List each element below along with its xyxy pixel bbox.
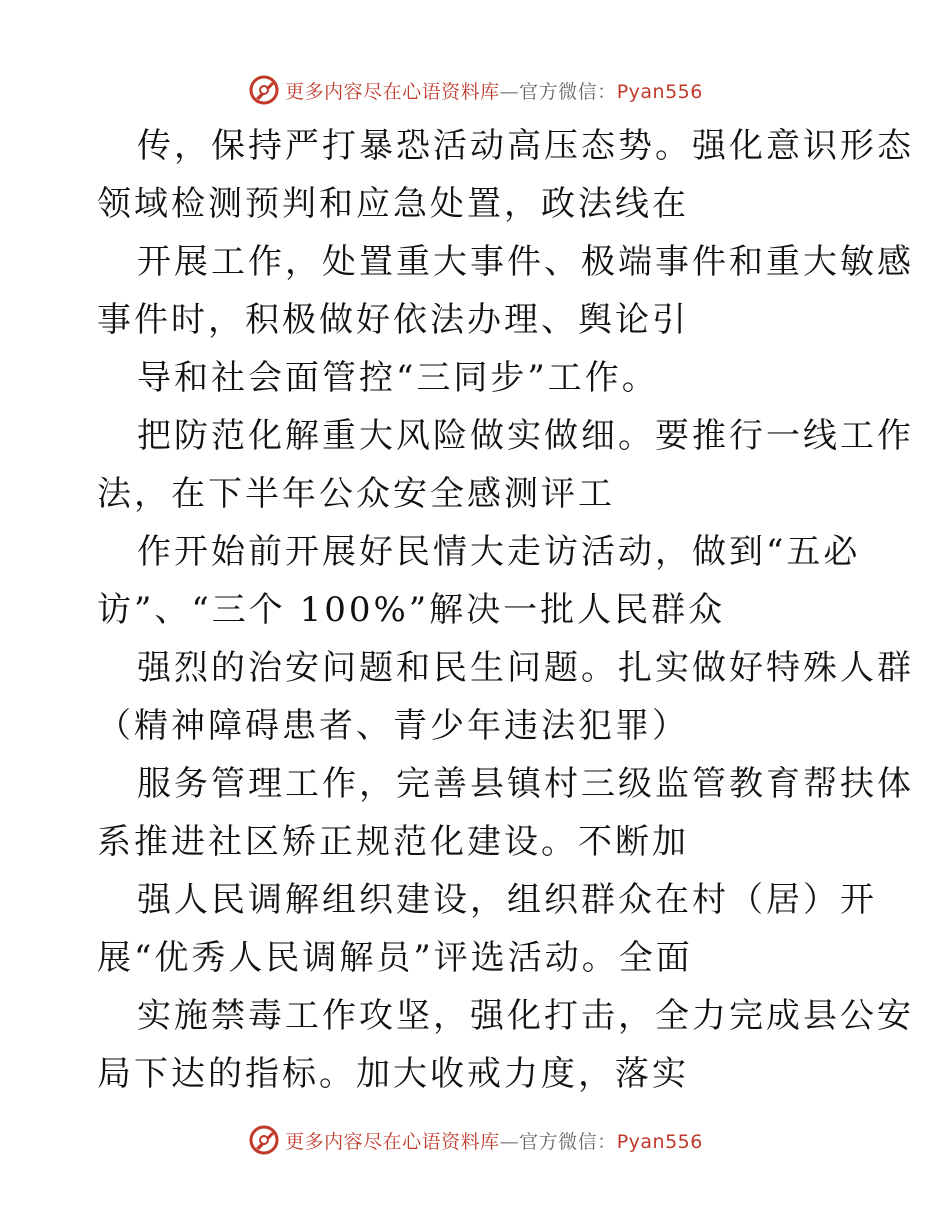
text-line: 领域检测预判和应急处置，政法线在 bbox=[97, 184, 689, 224]
text-line: 把防范化解重大风险做实做细。要推行一线工作 bbox=[137, 416, 914, 456]
paragraph bbox=[97, 233, 914, 349]
watermark-wechat-id: Pyan556 bbox=[616, 1130, 703, 1153]
watermark-text bbox=[285, 1127, 703, 1154]
text-line: 传，保持严打暴恐活动高压态势。强化意识形态 bbox=[137, 126, 914, 166]
paragraph bbox=[97, 349, 867, 407]
quill-logo-icon bbox=[247, 1123, 281, 1157]
text-line: （精神障碍患者、青少年违法犯罪） bbox=[97, 706, 689, 746]
text-line: 服务管理工作，完善县镇村三级监管教育帮扶体 bbox=[137, 764, 914, 804]
paragraph bbox=[97, 871, 877, 987]
text-line: 事件时，积极做好依法办理、舆论引 bbox=[97, 300, 689, 340]
watermark-main: 更多内容尽在心语资料库 bbox=[285, 1130, 500, 1153]
footer-watermark bbox=[0, 1120, 950, 1160]
text-line: 局下达的指标。加大收戒力度，落实 bbox=[97, 1054, 689, 1094]
paragraph bbox=[97, 755, 914, 871]
watermark-text bbox=[285, 77, 703, 104]
watermark-dash: — bbox=[499, 80, 520, 103]
text-line: 强烈的治安问题和民生问题。扎实做好特殊人群 bbox=[137, 648, 914, 688]
text-line: 作开始前开展好民情大走访活动，做到“五必 bbox=[137, 532, 861, 572]
document-body bbox=[97, 117, 914, 1103]
header-watermark bbox=[0, 70, 950, 110]
text-line: 访”、“三个 100%”解决一批人民群众 bbox=[97, 590, 726, 630]
paragraph bbox=[97, 407, 914, 523]
text-line: 导和社会面管控“三同步”工作。 bbox=[137, 358, 659, 398]
watermark-wechat-id: Pyan556 bbox=[616, 80, 703, 103]
watermark-wechat-label: 官方微信： bbox=[519, 80, 617, 103]
watermark-dash: — bbox=[499, 1130, 520, 1153]
paragraph bbox=[97, 987, 914, 1103]
paragraph bbox=[97, 117, 914, 233]
quill-logo-icon bbox=[247, 73, 281, 107]
text-line: 法，在下半年公众安全感测评工 bbox=[97, 474, 615, 514]
text-line: 展“优秀人民调解员”评选活动。全面 bbox=[97, 938, 693, 978]
text-line: 强人民调解组织建设，组织群众在村（居）开 bbox=[137, 880, 877, 920]
paragraph bbox=[97, 523, 867, 639]
watermark-wechat-label: 官方微信： bbox=[519, 1130, 617, 1153]
watermark-main: 更多内容尽在心语资料库 bbox=[285, 80, 500, 103]
text-line: 开展工作，处置重大事件、极端事件和重大敏感 bbox=[137, 242, 914, 282]
paragraph bbox=[97, 639, 914, 755]
text-line: 系推进社区矫正规范化建设。不断加 bbox=[97, 822, 689, 862]
text-line: 实施禁毒工作攻坚，强化打击，全力完成县公安 bbox=[137, 996, 914, 1036]
